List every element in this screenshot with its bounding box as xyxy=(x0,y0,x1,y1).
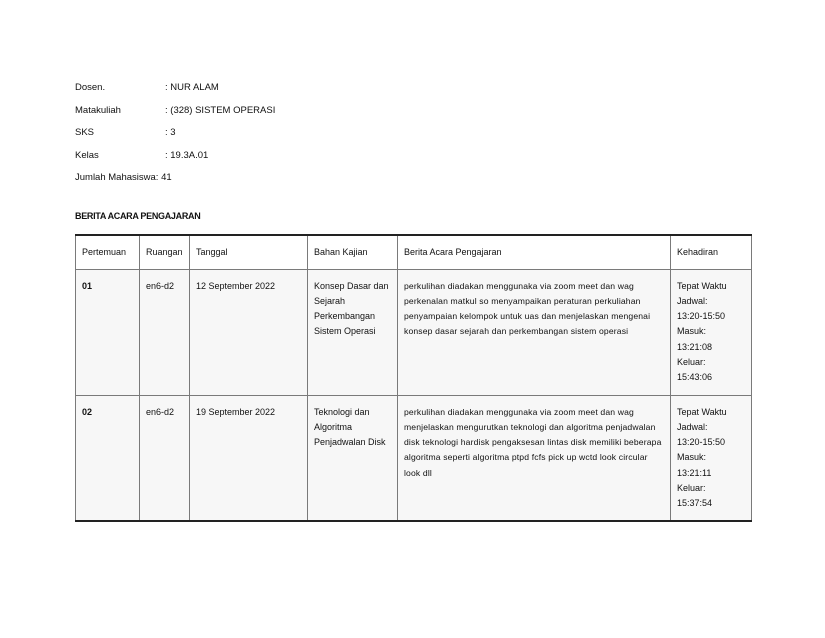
cell-bahan-kajian: Teknologi dan Algoritma Penjadwalan Disk xyxy=(308,395,398,521)
cell-berita-acara: perkulihan diadakan menggunaka via zoom meet dan wag menjelaskan mengurutkan teknologi dan algoritma penjadwalan disk teknologi hardisk pengaksesan lintas disk memiliki beberapa algoritma seperti algoritma ptpd fcfs pick up wctd look circular look dll xyxy=(398,395,671,521)
matakuliah-value: : (328) SISTEM OPERASI xyxy=(165,104,276,116)
masuk-value: 13:21:08 xyxy=(677,341,713,352)
info-row-kelas xyxy=(75,145,275,168)
info-row-matakuliah xyxy=(75,100,275,123)
keluar-value: 15:43:06 xyxy=(677,372,713,383)
keluar-value: 15:37:54 xyxy=(677,498,713,509)
jadwal-label: Jadwal: xyxy=(677,295,708,306)
berita-acara-table xyxy=(75,234,752,522)
jumlah-value: : 41 xyxy=(155,172,172,183)
cell-kehadiran xyxy=(671,395,752,521)
jadwal-value: 13:20-15:50 xyxy=(677,311,726,322)
jumlah-label: Jumlah Mahasiswa xyxy=(75,172,156,183)
jadwal-label: Jadwal: xyxy=(677,421,708,432)
header-bahan-kajian: Bahan Kajian xyxy=(308,235,398,269)
masuk-label: Masuk: xyxy=(677,326,707,337)
cell-pertemuan: 01 xyxy=(76,269,140,395)
header-ruangan: Ruangan xyxy=(140,235,190,269)
keluar-label: Keluar: xyxy=(677,356,706,367)
jadwal-value: 13:20-15:50 xyxy=(677,437,726,448)
attendance-status: Tepat Waktu xyxy=(677,280,727,291)
dosen-label: Dosen. xyxy=(75,82,106,93)
header-tanggal: Tanggal xyxy=(190,235,308,269)
cell-tanggal: 12 September 2022 xyxy=(190,269,308,395)
sks-label: SKS xyxy=(75,127,95,138)
cell-kehadiran xyxy=(671,269,752,395)
table-row xyxy=(76,269,752,395)
kelas-label: Kelas xyxy=(75,149,99,161)
info-row-sks xyxy=(75,122,275,145)
cell-bahan-kajian: Konsep Dasar dan Sejarah Perkembangan Sistem Operasi xyxy=(308,269,398,395)
header-kehadiran: Kehadiran xyxy=(671,235,752,269)
cell-berita-acara: perkulihan diadakan menggunaka via zoom meet dan wag perkenalan matkul so menyampaikan peraturan perkuliahan penyampaian kelompok untuk uas dan menjelaskan mengenai konsep dasar sejarah dan perkembangan sistem operasi xyxy=(398,269,671,395)
table-header-row xyxy=(76,235,752,269)
course-info xyxy=(75,77,275,190)
table-row xyxy=(76,395,752,521)
keluar-label: Keluar: xyxy=(677,482,706,493)
header-berita-acara: Berita Acara Pengajaran xyxy=(398,235,671,269)
masuk-value: 13:21:11 xyxy=(677,467,712,478)
cell-ruangan: en6-d2 xyxy=(140,269,190,395)
cell-pertemuan: 02 xyxy=(76,395,140,521)
dosen-value: : NUR ALAM xyxy=(165,82,219,93)
sks-value: : 3 xyxy=(165,127,176,138)
info-row-dosen xyxy=(75,77,275,100)
masuk-label: Masuk: xyxy=(677,452,707,463)
section-title: BERITA ACARA PENGAJARAN xyxy=(75,211,201,221)
header-pertemuan: Pertemuan xyxy=(76,235,140,269)
attendance-status: Tepat Waktu xyxy=(677,406,727,417)
kelas-value: : 19.3A.01 xyxy=(165,149,209,161)
info-row-jumlah xyxy=(75,167,275,190)
cell-tanggal: 19 September 2022 xyxy=(190,395,308,521)
cell-ruangan: en6-d2 xyxy=(140,395,190,521)
matakuliah-label: Matakuliah xyxy=(75,104,121,116)
